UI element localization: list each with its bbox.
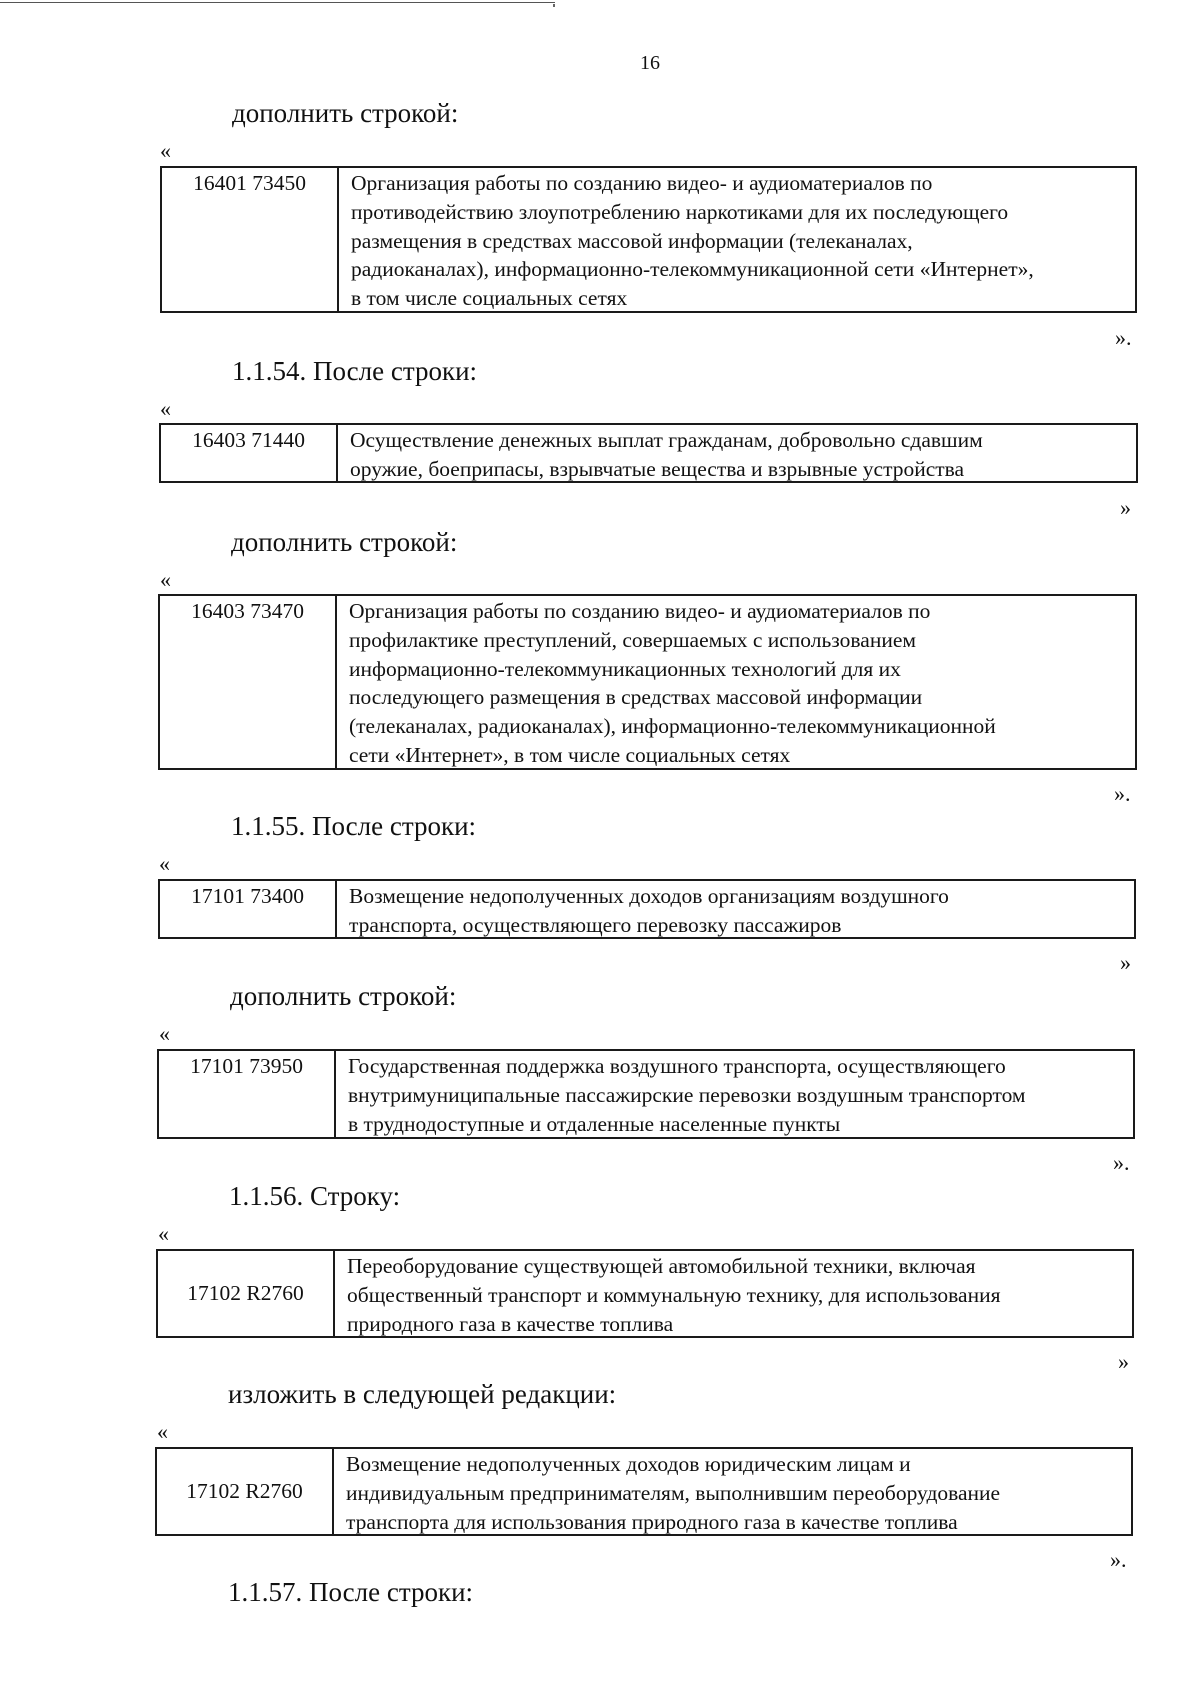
- description-cell: [334, 1449, 1131, 1534]
- description-line: Государственная поддержка воздушного транспорта, осуществляющего: [348, 1054, 1006, 1078]
- section-heading: дополнить строкой:: [230, 981, 457, 1011]
- amendment-table: [156, 1249, 1134, 1338]
- section-heading: изложить в следующей редакции:: [228, 1379, 617, 1409]
- section-heading: 1.1.55. После строки:: [231, 811, 477, 841]
- description-line: в труднодоступные и отдаленные населенные пункты: [348, 1111, 841, 1136]
- close-quote: ».: [1115, 325, 1132, 350]
- description-cell: [336, 1051, 1133, 1137]
- code-cell: 17102 R2760: [158, 1251, 335, 1336]
- code-cell: 16403 71440: [161, 425, 338, 481]
- description-line: Возмещение недополученных доходов организациям воздушного: [349, 884, 949, 908]
- description-line: (телеканалах, радиоканалах), информационно-телекоммуникационной: [349, 714, 996, 739]
- description-line: транспорта, осуществляющего перевозку пассажиров: [349, 912, 842, 937]
- section-heading: 1.1.54. После строки:: [232, 356, 478, 386]
- description-line: природного газа в качестве топлива: [347, 1311, 674, 1336]
- open-quote: «: [159, 851, 170, 876]
- close-quote: »: [1120, 950, 1131, 975]
- description-line: профилактике преступлений, совершаемых с использованием: [349, 627, 916, 652]
- amendment-table: [158, 594, 1137, 770]
- description-line: размещения в средствах массовой информации (телеканалах,: [351, 228, 913, 253]
- description-line: Организация работы по созданию видео- и аудиоматериалов по: [351, 171, 933, 195]
- close-quote: ».: [1110, 1547, 1127, 1572]
- section-heading: дополнить строкой:: [231, 527, 458, 557]
- open-quote: «: [159, 1021, 170, 1046]
- open-quote: «: [160, 396, 171, 421]
- description-line: оружие, боеприпасы, взрывчатые вещества и взрывные устройства: [350, 456, 965, 481]
- description-line: радиоканалах), информационно-телекоммуникационной сети «Интернет»,: [351, 257, 1034, 282]
- close-quote: ».: [1114, 781, 1131, 806]
- amendment-table: [157, 1049, 1135, 1139]
- description-cell: [338, 425, 1136, 481]
- page-number: 16: [640, 52, 660, 74]
- open-quote: «: [160, 138, 171, 163]
- description-line: сети «Интернет», в том числе социальных сетях: [349, 742, 791, 767]
- amendment-table: [160, 166, 1137, 313]
- code-cell: 16401 73450: [162, 168, 339, 311]
- description-line: транспорта для использования природного газа в качестве топлива: [346, 1509, 958, 1534]
- amendment-table: [159, 423, 1138, 483]
- close-quote: ».: [1113, 1150, 1130, 1175]
- code-cell: 16403 73470: [160, 596, 337, 768]
- description-cell: [335, 1251, 1132, 1336]
- open-quote: «: [157, 1419, 168, 1444]
- description-line: Осуществление денежных выплат гражданам, добровольно сдавшим: [350, 428, 983, 452]
- section-heading: дополнить строкой:: [232, 98, 459, 128]
- open-quote: «: [160, 567, 171, 592]
- description-line: последующего размещения в средствах массовой информации: [349, 685, 923, 710]
- amendment-table: [155, 1447, 1133, 1536]
- close-quote: »: [1120, 495, 1131, 520]
- close-quote: »: [1118, 1349, 1129, 1374]
- description-cell: [337, 881, 1134, 937]
- section-heading: 1.1.56. Строку:: [229, 1181, 401, 1211]
- description-cell: [339, 168, 1135, 311]
- description-cell: [337, 596, 1135, 768]
- description-line: информационно-телекоммуникационных технологий для их: [349, 656, 901, 681]
- section-heading: 1.1.57. После строки:: [228, 1577, 474, 1607]
- description-line: противодействию злоупотреблению наркотиками для их последующего: [351, 199, 1009, 224]
- description-line: Переоборудование существующей автомобильной техники, включая: [347, 1254, 976, 1278]
- description-line: в том числе социальных сетях: [351, 286, 628, 311]
- open-quote: «: [158, 1221, 169, 1246]
- scan-edge-mark: [553, 4, 555, 7]
- description-line: внутримуниципальные пассажирские перевозки воздушным транспортом: [348, 1082, 1026, 1107]
- scan-edge-line: [0, 2, 555, 3]
- description-line: Возмещение недополученных доходов юридическим лицам и: [346, 1452, 911, 1476]
- code-cell: 17101 73950: [159, 1051, 336, 1137]
- amendment-table: [158, 879, 1136, 939]
- description-line: индивидуальным предпринимателям, выполнившим переоборудование: [346, 1480, 1001, 1505]
- description-line: Организация работы по созданию видео- и аудиоматериалов по: [349, 599, 931, 623]
- description-line: общественный транспорт и коммунальную технику, для использования: [347, 1282, 1001, 1307]
- code-cell: 17101 73400: [160, 881, 337, 937]
- code-cell: 17102 R2760: [157, 1449, 334, 1534]
